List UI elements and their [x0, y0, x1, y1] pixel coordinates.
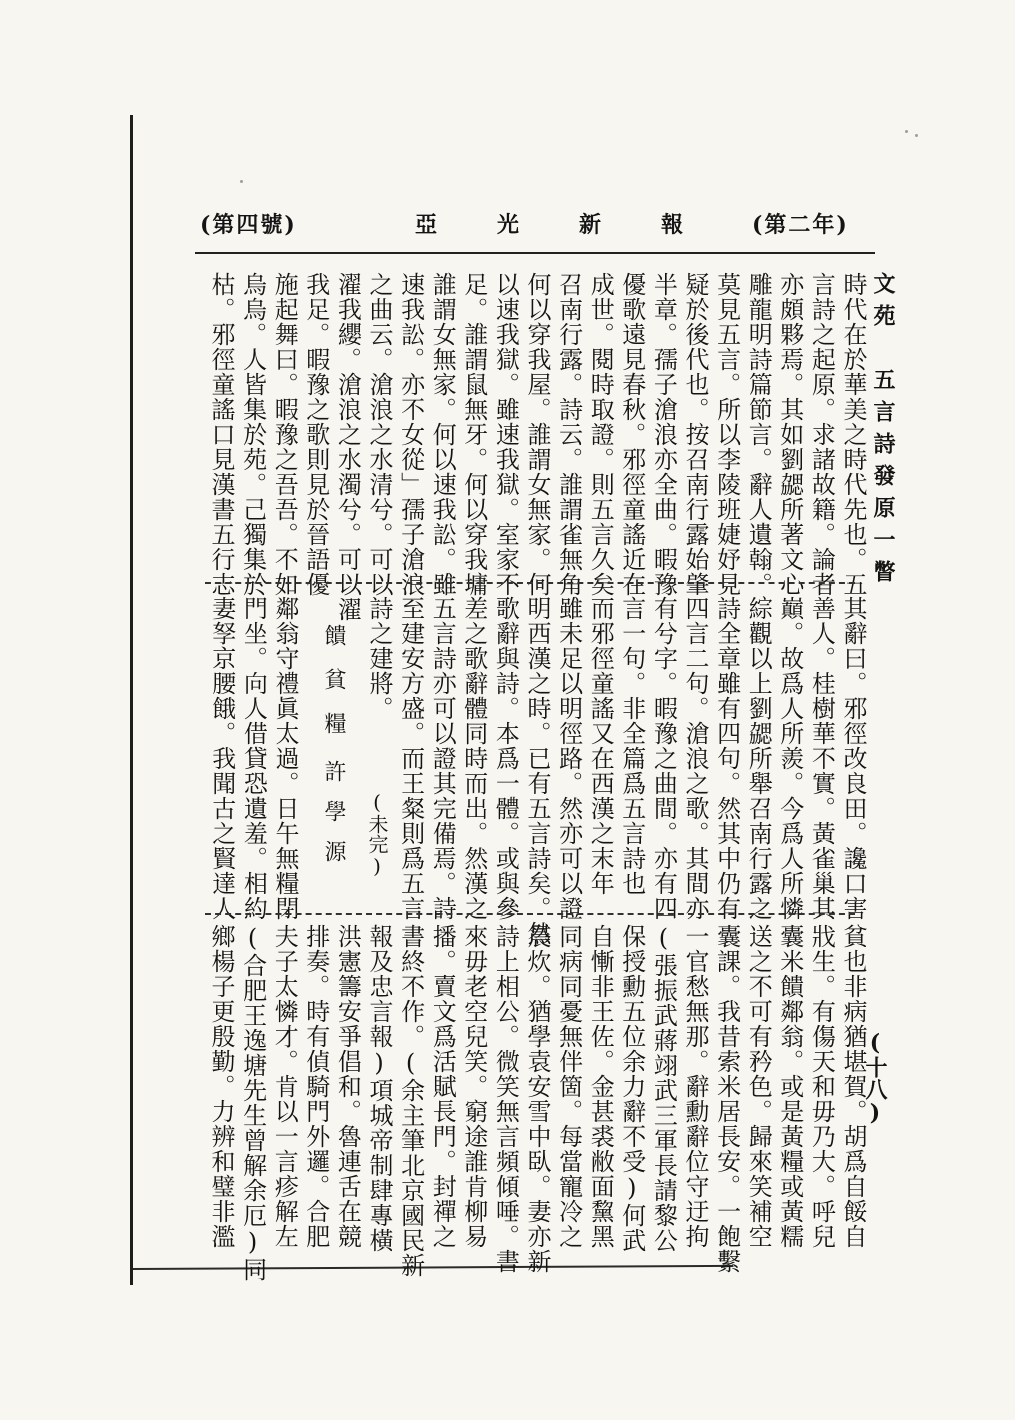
article-text-column: 我足。暇豫之歌則見於晉語優	[301, 272, 330, 597]
poem-text-column: 夫子太憐才。肯以一言疹解左	[270, 924, 299, 1249]
article-text-column: 半章。孺子滄浪亦全曲。暇豫	[649, 272, 678, 597]
article-text-column: 何以穿我屋。誰謂女無家。何	[523, 272, 551, 597]
year-number: (第二年)	[752, 212, 849, 238]
article-text-column: 四言二句。滄浪之歌。其間亦	[681, 596, 709, 921]
poem-text-column: 囊米饋鄰翁。或是黃糧或黃糯	[775, 924, 804, 1249]
poem-text-column: 書終不作。(余主筆北京國民新	[396, 924, 425, 1278]
poem-text-column: 播。賣文爲活賦長門。封禪之	[428, 924, 457, 1249]
poem-text-column: 來毋老空兒笑。窮途誰肯柳易	[459, 924, 488, 1249]
poem-text-column: 囊課。我昔索米居長安。一飽繫	[712, 924, 741, 1274]
scan-speck	[915, 134, 918, 137]
poem-text-column: 詩上相公。微笑無言頻傾唾。書	[491, 924, 520, 1274]
header-rule	[195, 252, 875, 254]
article-text-column: 枯。邪徑童謠口見漢書五行志	[207, 272, 235, 597]
article-text-column: 言一句。非全篇爲五言詩也	[617, 596, 646, 896]
poem-text-column: 貧也非病猶堪賀。胡爲自餒自	[839, 924, 867, 1249]
article-text-column: 誰謂女無家。何以速我訟。雖	[428, 272, 457, 597]
article-text-column: 有兮字。暇豫之曲間。亦有四	[649, 596, 678, 921]
poem-text-column: 門坐。向人借貸恐遺羞。相約	[239, 596, 268, 921]
article-text-column: 至建安方盛。而王粲則爲五言	[396, 596, 425, 921]
article-text-column: 速我訟。亦不女從」孺子滄浪	[396, 272, 425, 597]
article-text-column: 成世。閱時取證。則五言久矣	[586, 272, 615, 597]
poem-text-column: 鄰翁守禮眞太過。日午無糧閉	[271, 596, 299, 921]
article-text-column: 而邪徑童謠又在西漢之末年	[586, 596, 615, 896]
poem-text-column: 鄉楊子更殷勤。力辨和璧非濫	[207, 924, 235, 1249]
poem-text-column: 保授勳五位余力辭不受)何武	[617, 924, 646, 1253]
poem-text-column: 排奏。時有偵騎門外邏。合肥	[301, 924, 330, 1249]
article-text-column: 綜觀以上劉勰所舉召南行露之	[744, 596, 773, 921]
unfinished-mark: (未完)	[365, 790, 389, 878]
poem-text-column: 送之不可有矜色。歸來笑補空	[744, 924, 773, 1249]
poem-text-column: (合肥王逸塘先生曾解余厄)同	[238, 924, 267, 1282]
divider-lower	[205, 913, 855, 915]
article-text-column: 明西漢之時。已有五言詩矣。然	[523, 596, 551, 946]
article-text-column: 差之歌辭體同時而出。然漢之	[459, 596, 488, 921]
article-text-column: 莫見五言。所以李陵班婕妤見	[712, 272, 741, 597]
poem-text-column: 自慚非王佐。金甚裘敝面黧黑	[586, 924, 615, 1249]
article-text-column: 善人。桂樹華不實。黃雀巢其	[807, 596, 836, 921]
article-text-column: 以速我獄。雖速我獄。室家不	[491, 272, 520, 597]
article-text-column: 五言詩亦可以證其完備焉。詩	[428, 596, 457, 921]
poem-text-column: 戕生。有傷天和毋乃大。呼兒	[807, 924, 836, 1249]
page-header	[200, 208, 870, 248]
article-text-column: 亦頗夥焉。其如劉勰所著文心	[775, 272, 804, 597]
binding-rule	[130, 115, 133, 1285]
article-text-column: 之曲云。滄浪之水清兮。可以	[365, 272, 393, 597]
poem-author: 許學源	[321, 760, 346, 880]
divider-upper	[205, 582, 855, 584]
poem-text-column: 報及忠言報)項城帝制肆專橫	[365, 924, 393, 1253]
article-text-column: 雕龍明詩篇節言。辭人遺翰。	[744, 272, 773, 597]
article-text-column: 優歌遠見春秋。邪徑童謠近在	[617, 272, 646, 597]
poem-text-column: 一官愁無那。辭勳辭位守迂拘	[681, 924, 709, 1249]
section-title: 文苑 五言詩發原一瞥	[870, 272, 896, 592]
newspaper-title: 亞光新報	[415, 212, 744, 238]
article-text-column: 濯我纓。滄浪之水濁兮。可以濯	[333, 272, 362, 622]
article-text-column: 足。誰謂鼠無牙。何以穿我墉	[459, 272, 488, 597]
article-text-column: 詩全章雖有四句。然其中仍有	[712, 596, 741, 921]
poem-text-column: 洪憲籌安爭倡和。魯連舌在競	[333, 924, 362, 1249]
page-number: (十八)	[862, 1030, 888, 1126]
poem-text-column: (張振武蔣翊武三軍長請黎公	[649, 924, 678, 1253]
article-text-column: 其辭曰。邪徑改良田。讒口害	[839, 596, 867, 921]
article-text-column: 時代在於華美之時代先也。五	[839, 272, 867, 597]
article-text-column: 召南行露。詩云。誰謂雀無角	[554, 272, 583, 597]
scan-speck	[905, 130, 908, 133]
article-text-column: 疑於後代也。按召南行露始肇	[681, 272, 709, 597]
article-text-column: 雖未足以明徑路。然亦可以證	[554, 596, 583, 921]
article-text-column: 詩之建將。	[365, 596, 393, 721]
poem-text-column: 妻孥京腰餓。我聞古之賢達人	[207, 596, 236, 921]
article-text-column: 烏烏。人皆集於苑。己獨集於	[238, 272, 267, 597]
poem-title: 饋貧糧	[321, 624, 346, 756]
poem-text-column: 同病同憂無伴箇。每當寵冷之	[554, 924, 583, 1249]
article-text-column: 施起舞曰。暇豫之吾吾。不如	[270, 272, 299, 597]
bottom-rule	[133, 1265, 733, 1270]
issue-number: (第四號)	[200, 212, 297, 238]
scan-speck	[240, 180, 243, 183]
poem-text-column: 晨炊。猶學袁安雪中臥。妻亦新	[523, 924, 551, 1274]
article-text-column: 巔。故爲人所羨。今爲人所憐	[775, 596, 804, 921]
article-text-column: 言詩之起原。求諸故籍。論者	[807, 272, 836, 597]
article-text-column: 歌辭與詩。本爲一體。或與參	[491, 596, 520, 921]
